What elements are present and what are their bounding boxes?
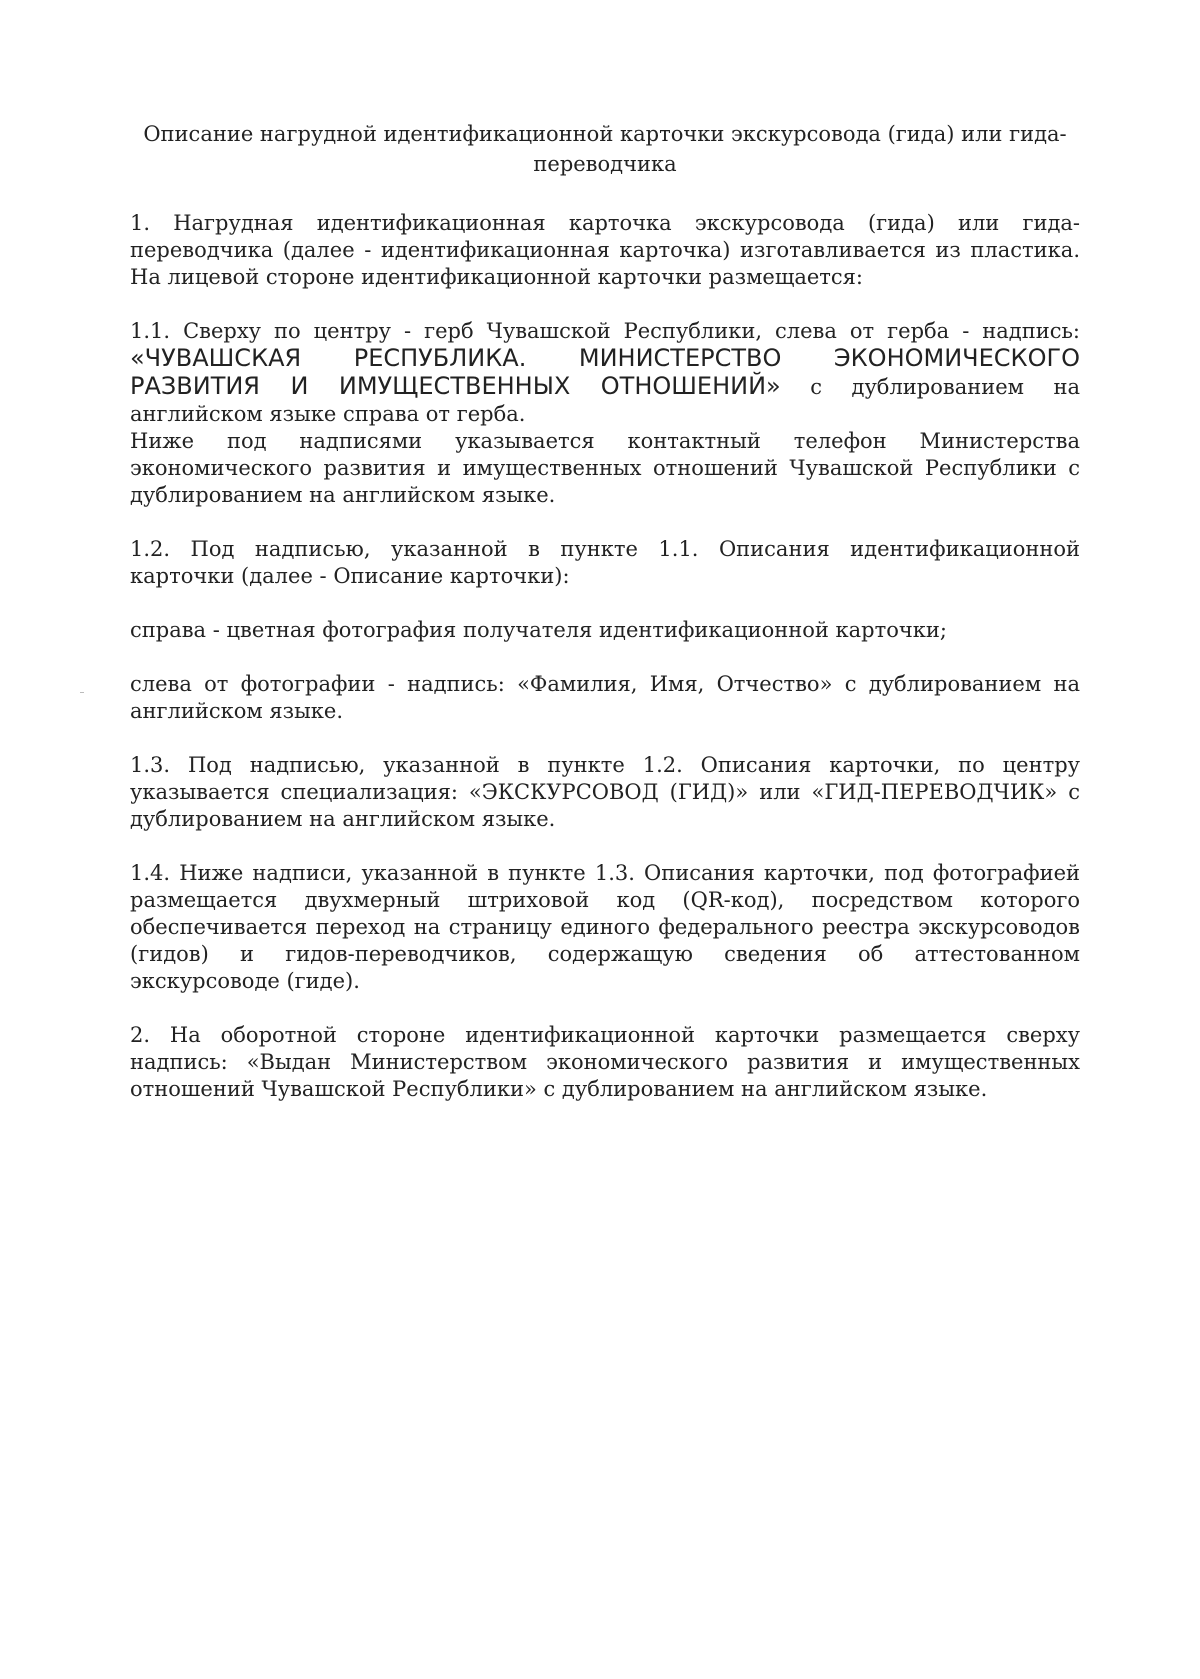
paragraph-1-1-start: 1.1. Сверху по центру - герб Чувашской Республики, слева от герба - надпись:: [130, 319, 1080, 343]
paragraph-1: 1. Нагрудная идентификационная карточка экскурсовода (гида) или гида-переводчика (далее - идентификационная карточка) изготавливается из пластика. На лицевой стороне идентификационной карточки размещается:: [130, 211, 1080, 289]
paragraph-1-2: 1.2. Под надписью, указанной в пункте 1.1. Описания идентификационной карточки (далее - Описание карточки):: [130, 537, 1080, 588]
paragraph-1-4: 1.4. Ниже надписи, указанной в пункте 1.3. Описания карточки, под фотографией размещается двухмерный штриховой код (QR-код), посредством которого обеспечивается переход на страницу единого федерального реестра экскурсоводов (гидов) и гидов-переводчиков, содержащую сведения об аттестованном экскурсоводе (гиде).: [130, 861, 1080, 993]
paragraph-1-1-end: с дублированием на английском языке справа от герба.: [130, 375, 1080, 426]
document-title-line-1: Описание нагрудной идентификационной карточки экскурсовода (гида) или гида-: [143, 122, 1067, 146]
paragraph-2: 2. На оборотной стороне идентификационной карточки размещается сверху надпись: «Выдан Министерством экономического развития и имущественных отношений Чувашской Республики» с дублированием на английском языке.: [130, 1023, 1080, 1101]
document-title: [130, 119, 1080, 179]
margin-mark: [80, 692, 84, 693]
paragraph-1-1-caps: «ЧУВАШСКАЯ РЕСПУБЛИКА. МИНИСТЕРСТВО ЭКОНОМИЧЕСКОГО РАЗВИТИЯ И ИМУЩЕСТВЕННЫХ ОТНОШЕНИЙ»: [130, 344, 1080, 400]
paragraph-1-1: [130, 318, 1080, 428]
paragraph-1-2-right: справа - цветная фотография получателя идентификационной карточки;: [130, 618, 947, 642]
paragraph-1-3: 1.3. Под надписью, указанной в пункте 1.2. Описания карточки, по центру указывается специализация: «ЭКСКУРСОВОД (ГИД)» или «ГИД-ПЕРЕВОДЧИК» с дублированием на английском языке.: [130, 753, 1080, 831]
paragraph-1-1-contact: Ниже под надписями указывается контактный телефон Министерства экономического развития и имущественных отношений Чувашской Республики с дублированием на английском языке.: [130, 429, 1080, 507]
document-title-line-2: переводчика: [533, 152, 677, 176]
paragraph-1-2-left: слева от фотографии - надпись: «Фамилия, Имя, Отчество» с дублированием на английском языке.: [130, 672, 1080, 723]
document-body: [130, 210, 1080, 1103]
